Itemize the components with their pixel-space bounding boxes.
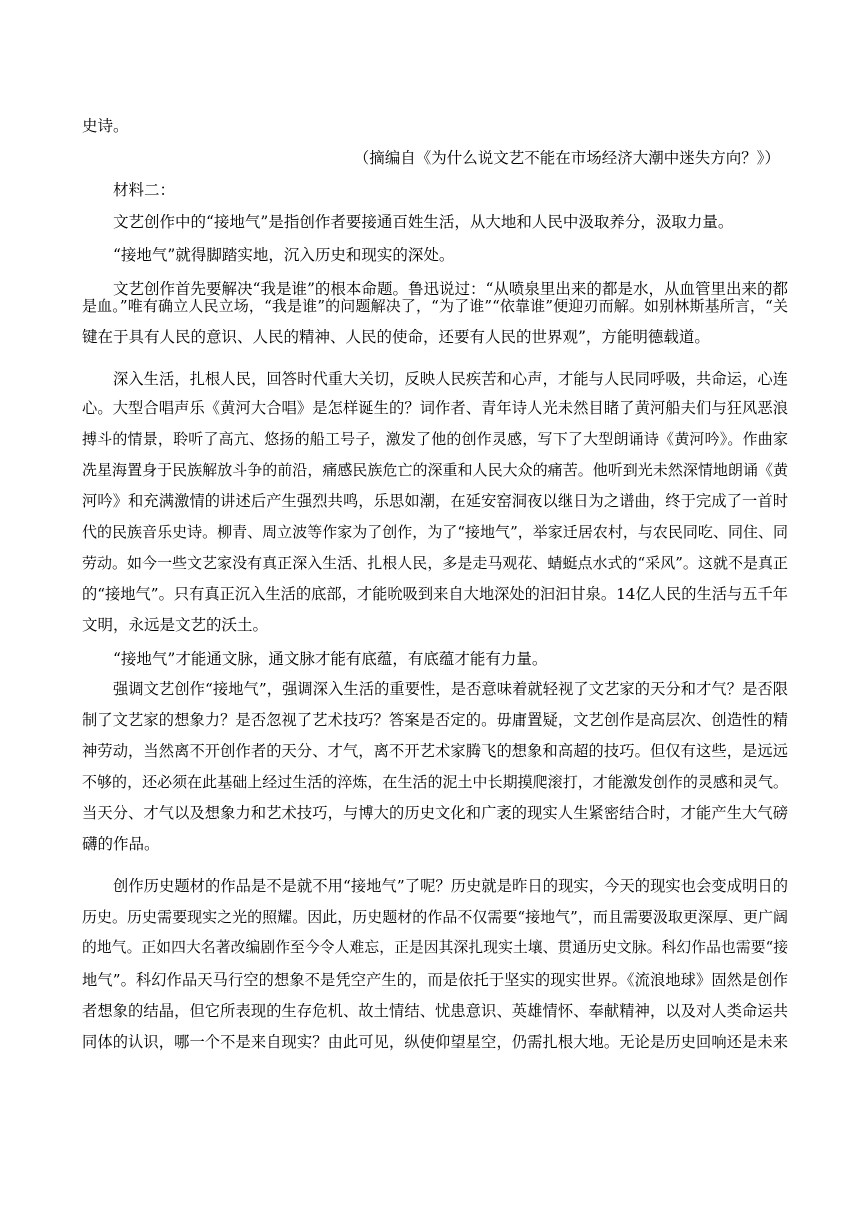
paragraph-line: 制了文艺家的想象力？是否忽视了艺术技巧？答案是否定的。毋庸置疑，文艺创作是高层次、创造性的精	[82, 711, 788, 729]
paragraph-line: 者想象的结晶，但它所表现的生存危机、故土情结、忧患意识、英雄情怀、奉献精神，以及对人类命运共	[82, 1002, 788, 1020]
paragraph-line: 文明，永远是文艺的沃土。	[82, 616, 269, 634]
paragraph-line: 是血。”唯有确立人民立场，“我是谁”的问题解决了，“为了谁”“依靠谁”便迎刃而解。如别林斯基所言，“关	[82, 297, 788, 315]
paragraph-line: 文艺创作首先要解决“我是谁”的根本命题。鲁迅说过：“从喷泉里出来的都是水，从血管里出来的都	[113, 280, 788, 298]
paragraph-line: 代的民族音乐史诗。柳青、周立波等作家为了创作，为了“接地气”，举家迁居农村，与农民同吃、同住、同	[82, 523, 788, 541]
paragraph-line: 创作历史题材的作品是不是就不用“接地气”了呢？历史就是昨日的现实，今天的现实也会变成明日的	[113, 877, 788, 895]
paragraph-line: 不够的，还必须在此基础上经过生活的淬炼，在生活的泥土中长期摸爬滚打，才能激发创作的灵感和灵气。	[82, 773, 788, 791]
paragraph-line: 礴的作品。	[82, 835, 160, 853]
paragraph-line: 文艺创作中的“接地气”是指创作者要接通百姓生活，从大地和人民中汲取养分，汲取力量。	[113, 213, 734, 231]
paragraph-line: 神劳动，当然离不开创作者的天分、才气，离不开艺术家腾飞的想象和高超的技巧。但仅有这些，是远远	[82, 742, 788, 760]
paragraph-line: 搏斗的情景，聆听了高亢、悠扬的船工号子，激发了他的创作灵感，写下了大型朗诵诗《黄河吟》。作曲家	[82, 430, 788, 448]
paragraph-line: 同体的认识，哪一个不是来自现实？由此可见，纵使仰望星空，仍需扎根大地。无论是历史回响还是未来	[82, 1033, 788, 1051]
paragraph-line: 河吟》和充满激情的讲述后产生强烈共鸣，乐思如潮，在延安窑洞夜以继日为之谱曲，终于完成了一首时	[82, 492, 788, 510]
section-label: 材料二：	[113, 181, 176, 199]
paragraph-line: 当天分、才气以及想象力和艺术技巧，与博大的历史文化和广袤的现实人生紧密结合时，才能产生大气磅	[82, 804, 788, 822]
paragraph-line: 历史。历史需要现实之光的照耀。因此，历史题材的作品不仅需要“接地气”，而且需要汲取更深厚、更广阔	[82, 908, 788, 926]
source-citation: （摘编自《为什么说文艺不能在市场经济大潮中迷失方向？》）	[353, 149, 780, 167]
paragraph-line: 强调文艺创作“接地气”，强调深入生活的重要性，是否意味着就轻视了文艺家的天分和才气？是否限	[113, 680, 788, 698]
paragraph-line: 地气”。科幻作品天马行空的想象不是凭空产生的，而是依托于坚实的现实世界。《流浪地球》固然是创作	[82, 971, 788, 989]
paragraph-line: 的“接地气”。只有真正沉入生活的底部，才能吮吸到来自大地深处的汩汩甘泉。14亿人民的生活与五千年	[82, 585, 788, 603]
paragraph-line: “接地气”才能通文脉，通文脉才能有底蕴，有底蕴才能有力量。	[113, 650, 548, 668]
paragraph-line: 深入生活，扎根人民，回答时代重大关切，反映人民疾苦和心声，才能与人民同呼吸，共命运，心连	[113, 370, 788, 388]
paragraph-line: 心。大型合唱声乐《黄河大合唱》是怎样诞生的？词作者、青年诗人光未然目睹了黄河船夫们与狂风恶浪	[82, 399, 788, 417]
top-fragment: 史诗。	[82, 117, 129, 135]
paragraph-line: 的地气。正如四大名著改编剧作至今令人难忘，正是因其深扎现实土壤、贯通历史文脉。科幻作品也需要“接	[82, 939, 788, 956]
paragraph-line: “接地气”就得脚踏实地，沉入历史和现实的深处。	[113, 246, 455, 264]
paragraph-line: 冼星海置身于民族解放斗争的前沿，痛感民族危亡的深重和人民大众的痛苦。他听到光未然深情地朗诵《黄	[82, 461, 788, 479]
paragraph-line: 劳动。如今一些文艺家没有真正深入生活、扎根人民，多是走马观花、蜻蜓点水式的“采风”。这就不是真正	[82, 554, 788, 572]
paragraph-line: 键在于具有人民的意识、人民的精神、人民的使命，还要有人民的世界观”，方能明德载道。	[82, 328, 710, 346]
